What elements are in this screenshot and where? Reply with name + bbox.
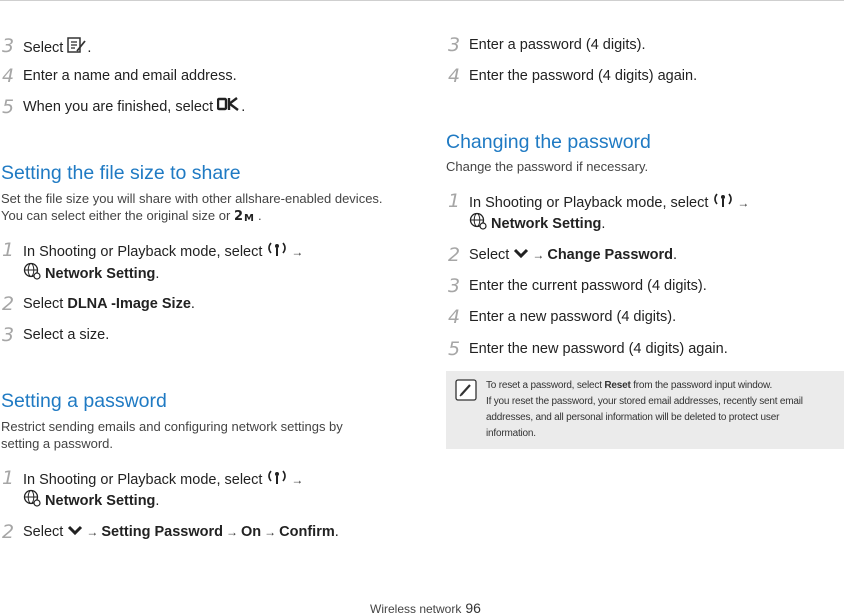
step-text: Enter a new password (4 digits). [469, 309, 677, 325]
wireless-icon [712, 191, 734, 215]
step-text: Enter the current password (4 digits). [469, 278, 707, 294]
step-number: 1 [1, 239, 15, 261]
note-pencil-icon [455, 379, 477, 406]
globe-settings-icon [469, 212, 487, 236]
step-number: 2 [1, 293, 15, 315]
chevron-down-icon [513, 245, 529, 265]
section-title-password: Setting a password [1, 390, 167, 412]
step-number: 5 [1, 96, 15, 118]
step-number: 3 [447, 275, 461, 297]
section-description: Change the password if necessary. [446, 159, 649, 174]
step-text: Select a size. [23, 327, 110, 343]
section-title-file-size: Setting the file size to share [1, 162, 241, 184]
step-text: Select [23, 39, 68, 56]
ok-icon [217, 97, 241, 117]
network-setting-line: Network Setting. [469, 212, 605, 236]
step-text: When you are finished, select [23, 99, 218, 115]
chevron-down-icon [67, 522, 83, 542]
footer-section: Wireless network [370, 602, 462, 616]
svg-text:2: 2 [233, 208, 243, 222]
step-number: 4 [1, 65, 15, 87]
step-number: 3 [1, 324, 15, 346]
size-2m-icon [234, 208, 258, 226]
step-text: Enter a name and email address. [23, 68, 237, 84]
globe-settings-icon [23, 489, 41, 513]
page-number: 96 [465, 600, 481, 616]
svg-text:M: M [243, 212, 254, 222]
step-number: 1 [1, 467, 15, 489]
section-title-change-password: Changing the password [446, 131, 651, 153]
step-number: 2 [1, 521, 15, 543]
step-number: 5 [447, 338, 461, 360]
network-setting-line: Network Setting. [23, 262, 159, 286]
top-rule [0, 0, 844, 1]
globe-settings-icon [23, 262, 41, 286]
note-box [446, 371, 844, 449]
section-description: Set the file size you will share with other allshare-enabled devices. You can select either the original size or 2 M . [1, 190, 383, 226]
step-number: 4 [447, 306, 461, 328]
step-text: Enter the password (4 digits) again. [469, 68, 698, 84]
wireless-icon [266, 468, 288, 492]
network-setting-line: Network Setting. [23, 489, 159, 513]
step-number: 1 [447, 190, 461, 212]
step-number: 3 [1, 35, 15, 57]
edit-icon [67, 36, 87, 60]
step-text: Enter a password (4 digits). [469, 37, 646, 53]
note-text: To reset a password, select Reset from the password input window. If you reset the password, your stored email addresses, recently sent email addresses, and all personal information will be deleted to protect user information. [486, 380, 803, 439]
step-number: 3 [447, 34, 461, 56]
step-text: Enter the new password (4 digits) again. [469, 341, 728, 357]
step-number: 2 [447, 244, 461, 266]
section-description: Restrict sending emails and configuring network settings by setting a password. [1, 419, 343, 451]
wireless-icon [266, 240, 288, 264]
step-number: 4 [447, 65, 461, 87]
